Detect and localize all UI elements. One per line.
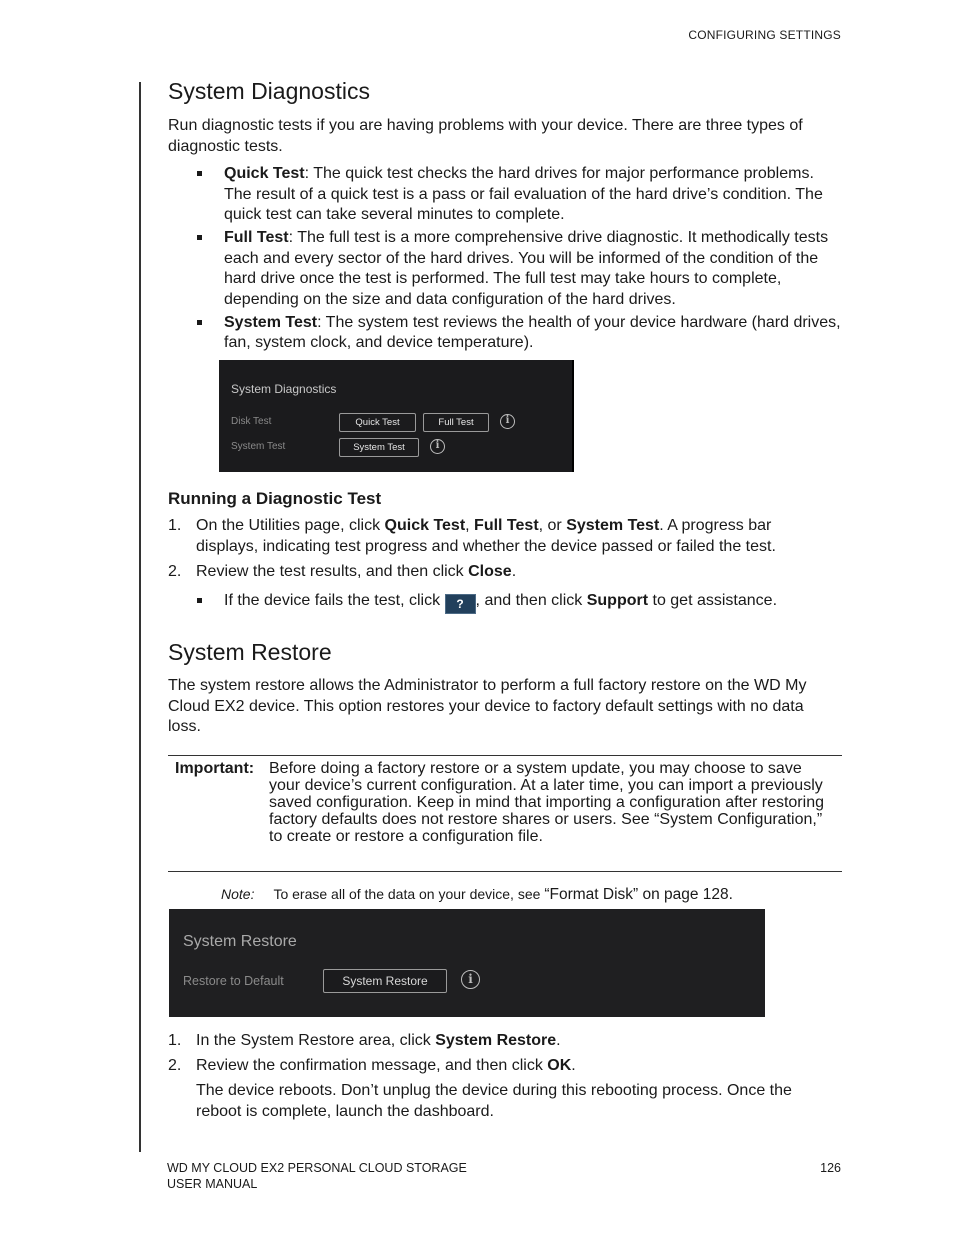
step-bold: Support bbox=[586, 592, 649, 609]
note-link[interactable]: “Format Disk” on page 128. bbox=[544, 886, 733, 903]
subsection-title-running: Running a Diagnostic Test bbox=[168, 489, 382, 508]
list-item bbox=[196, 591, 841, 614]
section-title-restore: System Restore bbox=[168, 639, 332, 665]
test-name: System Test bbox=[224, 313, 318, 331]
important-label: Important: bbox=[175, 760, 255, 777]
info-icon[interactable]: i bbox=[430, 439, 445, 454]
step-bold: OK bbox=[547, 1057, 572, 1074]
screenshot-title: System Diagnostics bbox=[231, 382, 337, 396]
step-text: In the System Restore area, click bbox=[196, 1032, 436, 1049]
step-text: If the device fails the test, click bbox=[224, 592, 445, 609]
margin-rule bbox=[139, 82, 141, 1152]
step-bold: System Test bbox=[566, 517, 660, 534]
test-types-list bbox=[196, 164, 841, 356]
step-text: to get assistance. bbox=[648, 592, 778, 609]
bullet-icon bbox=[197, 235, 202, 240]
important-callout bbox=[168, 755, 842, 872]
list-item bbox=[168, 1031, 838, 1052]
test-desc: : The quick test checks the hard drives for major performance problems. The result of a quick test is a pass or fail evaluation of the hard drive’s condition. The quick test can take several minutes to complete. bbox=[224, 165, 823, 223]
step-bold: Full Test bbox=[474, 517, 539, 534]
list-item bbox=[168, 562, 838, 583]
step-text: Review the test results, and then click bbox=[196, 562, 469, 580]
step-text: . bbox=[571, 1057, 576, 1074]
note bbox=[221, 886, 733, 904]
list-item bbox=[196, 228, 841, 310]
step-number: 1. bbox=[168, 517, 182, 534]
step-text: Review the confirmation message, and then click bbox=[196, 1057, 548, 1074]
screenshot-title: System Restore bbox=[183, 933, 297, 950]
running-sub-list bbox=[196, 591, 841, 617]
important-text: Before doing a factory restore or a system update, you may choose to save your device’s current configuration. At a later time, you can import a previously saved configuration. Keep in mind that importing a configuration after restoring factory defaults does not restore shares or users. See “System Configuration,” to create or restore a configuration file. bbox=[269, 760, 824, 845]
step-text: , and then click bbox=[475, 592, 587, 609]
bullet-icon bbox=[197, 171, 202, 176]
system-test-label: System Test bbox=[231, 441, 286, 452]
restore-default-label: Restore to Default bbox=[183, 974, 284, 988]
footer-line: WD MY CLOUD EX2 PERSONAL CLOUD STORAGE bbox=[167, 1161, 467, 1175]
step-text: , or bbox=[538, 517, 567, 534]
section-title-diagnostics: System Diagnostics bbox=[168, 78, 370, 104]
restore-after-text: The device reboots. Don’t unplug the device during this rebooting process. Once the reboot is complete, launch the dashboard. bbox=[196, 1082, 792, 1120]
list-item bbox=[196, 164, 841, 226]
test-desc: : The system test reviews the health of your device hardware (hard drives, fan, system clock, and device temperature). bbox=[224, 313, 841, 351]
running-header: CONFIGURING SETTINGS bbox=[688, 28, 841, 42]
list-item bbox=[196, 313, 841, 354]
diagnostics-intro: Run diagnostic tests if you are having problems with your device. There are three types of diagnostic tests. bbox=[168, 117, 803, 155]
test-desc: : The full test is a more comprehensive drive diagnostic. It methodically tests each and every sector of the hard drives. You will be informed of the condition of the hard drive once the test is performed. The full test may take hours to complete, depending on the size and data configuration of the hard drives. bbox=[224, 229, 829, 308]
restore-intro: The system restore allows the Administrator to perform a full factory restore on the WD My Cloud EX2 device. This option restores your device to factory default settings with no data loss. bbox=[168, 677, 807, 735]
full-test-button[interactable]: Full Test bbox=[423, 413, 489, 432]
step-bold: Close bbox=[468, 562, 512, 580]
info-icon[interactable]: i bbox=[500, 414, 515, 429]
help-icon: ? bbox=[445, 594, 476, 614]
step-number: 1. bbox=[168, 1032, 182, 1049]
bullet-icon bbox=[197, 598, 202, 603]
footer-line: USER MANUAL bbox=[167, 1176, 258, 1191]
step-bold: System Restore bbox=[435, 1032, 557, 1049]
step-text: . bbox=[556, 1032, 561, 1049]
step-text: . A progress bar displays, indicating test progress and whether the device passed or failed the test. bbox=[196, 517, 776, 555]
note-text: To erase all of the data on your device, see bbox=[273, 886, 545, 902]
note-label: Note: bbox=[221, 886, 255, 902]
step-text: . bbox=[511, 562, 517, 580]
step-text: , bbox=[465, 517, 475, 534]
info-icon[interactable]: i bbox=[461, 970, 480, 989]
footer-product bbox=[167, 1161, 467, 1192]
disk-test-label: Disk Test bbox=[231, 416, 272, 427]
step-bold: Quick Test bbox=[384, 517, 466, 534]
system-test-button[interactable]: System Test bbox=[339, 438, 419, 457]
page-number: 126 bbox=[820, 1161, 841, 1175]
step-text: On the Utilities page, click bbox=[196, 517, 385, 534]
bullet-icon bbox=[197, 320, 202, 325]
diagnostics-screenshot bbox=[219, 360, 574, 472]
test-name: Quick Test bbox=[224, 165, 305, 182]
step-number: 2. bbox=[168, 1057, 182, 1074]
list-item bbox=[168, 516, 838, 557]
system-restore-button[interactable]: System Restore bbox=[323, 969, 447, 993]
step-number: 2. bbox=[168, 562, 182, 580]
restore-steps bbox=[168, 1031, 838, 1081]
test-name: Full Test bbox=[224, 229, 289, 246]
running-steps bbox=[168, 516, 838, 587]
list-item bbox=[168, 1056, 838, 1077]
restore-screenshot bbox=[169, 909, 765, 1017]
quick-test-button[interactable]: Quick Test bbox=[339, 413, 416, 432]
